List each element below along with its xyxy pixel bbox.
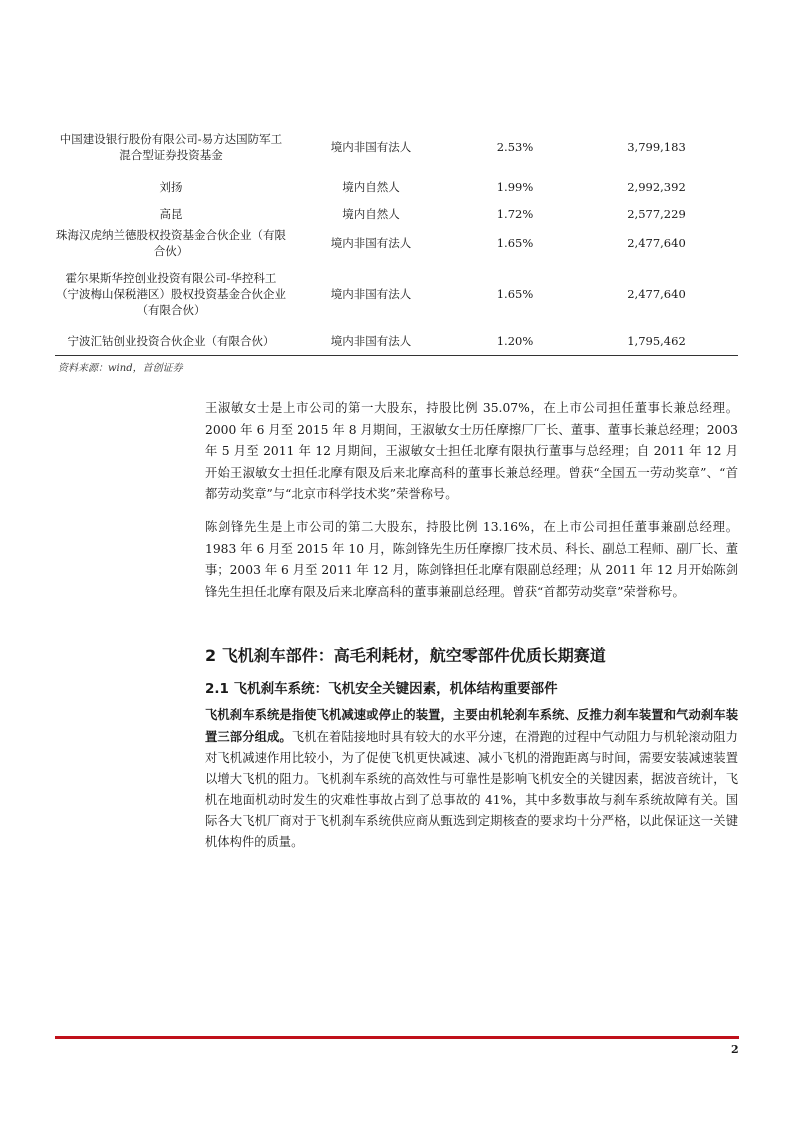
share-count: 3,799,183 (627, 140, 686, 154)
shareholder-name: 霍尔果斯华控创业投资有限公司-华控科工（宁波梅山保税港区）股权投资基金合伙企业（有限合伙） (56, 271, 286, 317)
holding-ratio: 1.65% (496, 236, 534, 250)
table-row (55, 170, 738, 203)
table-row (55, 261, 738, 327)
shareholder-name: 高昆 (159, 207, 183, 221)
shareholders-table (55, 124, 738, 356)
shareholder-type: 境内非国有法人 (330, 140, 412, 154)
paragraph-brake-system (205, 704, 738, 853)
share-count: 2,477,640 (627, 236, 686, 250)
paragraph-lead-bold: 飞机刹车系统是指使飞机减速或停止的装置，主要由机轮刹车系统、反推力刹车装置和气动刹车装置三部分组成。 (205, 707, 738, 744)
share-count: 1,795,462 (575, 327, 738, 356)
table-row (55, 225, 738, 261)
holding-ratio: 1.72% (496, 207, 534, 221)
page-number: 2 (731, 1043, 739, 1056)
holding-ratio: 1.20% (455, 327, 575, 356)
shareholder-type: 境内非国有法人 (330, 236, 412, 250)
table-row (55, 327, 738, 356)
shareholder-type: 境内自然人 (342, 179, 400, 194)
footer-rule (55, 1036, 739, 1039)
share-count: 2,992,392 (627, 179, 686, 194)
section-heading: 2 飞机刹车部件：高毛利耗材，航空零部件优质长期赛道 (205, 646, 606, 665)
shareholder-type: 境内非国有法人 (330, 287, 412, 301)
share-count: 2,477,640 (627, 287, 686, 301)
table-row (55, 203, 738, 225)
shareholder-name: 刘扬 (159, 179, 183, 194)
paragraph-second-shareholder: 陈剑锋先生是上市公司的第二大股东，持股比例 13.16%，在上市公司担任董事兼副总经理。1983 年 6 月至 2015 年 10 月，陈剑锋先生历任摩擦厂技术员、科长、副总工程师、副厂长、董事；2003 年 6 月至 2011 年 12 月，陈剑锋担任北摩有限副总经理；从 2011 年 12 月开始陈剑锋先生担任北摩有限及后来北摩高科的董事兼副总经理。曾获“首都劳动奖章”荣誉称号。 (205, 520, 738, 599)
shareholder-type: 境内非国有法人 (287, 327, 455, 356)
paragraph-body: 飞机在着陆接地时具有较大的水平分速，在滑跑的过程中气动阻力与机轮滚动阻力对飞机减速作用比较小，为了促使飞机更快减速、减小飞机的滑跑距离与时间，需要安装减速装置以增大飞机的阻力。飞机刹车系统的高效性与可靠性是影响飞机安全的关键因素，据波音统计，飞机在地面机动时发生的灾难性事故占到了总事故的 41%，其中多数事故与刹车系统故障有关。国际各大飞机厂商对于飞机刹车系统供应商从甄选到定期核查的要求均十分严格，以此保证这一关键机体构件的质量。 (205, 730, 738, 849)
shareholder-name: 宁波汇钴创业投资合伙企业（有限合伙） (55, 327, 287, 356)
table-row (55, 124, 738, 170)
holding-ratio: 1.99% (496, 179, 534, 194)
share-count: 2,577,229 (627, 207, 686, 221)
shareholder-name: 中国建设银行股份有限公司-易方达国防军工混合型证券投资基金 (59, 132, 283, 162)
holding-ratio: 1.65% (496, 287, 534, 301)
subsection-heading: 2.1 飞机刹车系统：飞机安全关键因素，机体结构重要部件 (205, 681, 558, 697)
shareholder-type: 境内自然人 (342, 207, 400, 221)
source-note: 资料来源：wind，首创证券 (58, 363, 183, 374)
paragraph-first-shareholder: 王淑敏女士是上市公司的第一大股东，持股比例 35.07%，在上市公司担任董事长兼总经理。2000 年 6 月至 2015 年 8 月期间，王淑敏女士历任摩擦厂厂长、董事、董事长兼总经理；2003 年 5 月至 2011 年 12 月期间，王淑敏女士担任北摩有限执行董事与总经理；自 2011 年 12 月开始王淑敏女士担任北摩有限及后来北摩高科的董事长兼总经理。曾获“全国五一劳动奖章”、“首都劳动奖章”与“北京市科学技术奖”荣誉称号。 (205, 401, 738, 501)
holding-ratio: 2.53% (496, 140, 534, 154)
shareholder-name: 珠海汉虎纳兰德股权投资基金合伙企业（有限合伙） (56, 228, 286, 258)
